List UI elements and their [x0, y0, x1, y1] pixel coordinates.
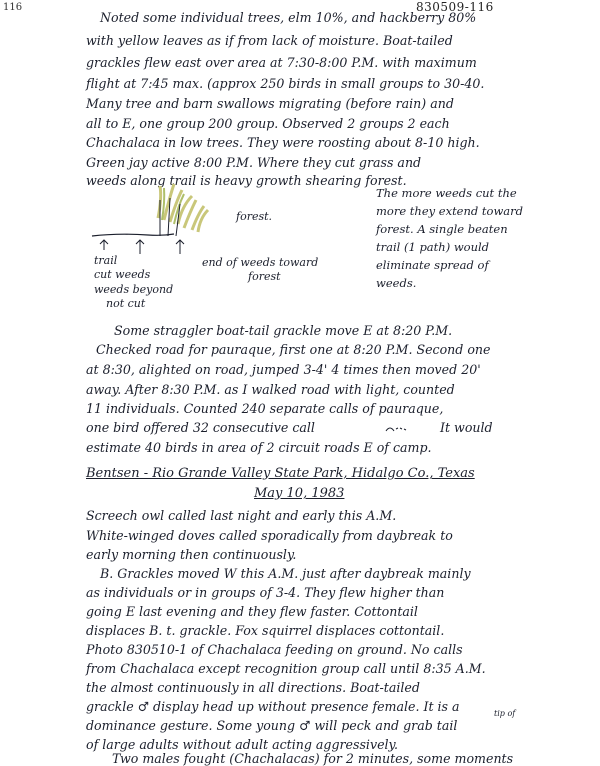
text-line: Many tree and barn swallows migrating (before rain) and — [86, 96, 454, 111]
sketch-label-weeds-beyond: weeds beyond — [94, 283, 174, 296]
text-line: Chachalaca in low trees. They were roosting about 8-10 high. — [86, 135, 480, 150]
sketch-label-trail: trail — [94, 254, 118, 267]
text-line: going E last evening and they flew faster. Cottontail — [86, 604, 418, 619]
tip-of-note: tip of — [494, 709, 516, 718]
side-note-line: eliminate spread of — [376, 258, 489, 272]
text-line: Checked road for pauraque, first one at 8:20 P.M. Second one — [96, 342, 491, 357]
text-line-aside: It would — [440, 420, 493, 435]
text-line: Green jay active 8:00 P.M. Where they cut grass and — [86, 155, 422, 170]
page-margin-number: 116 — [3, 2, 23, 13]
text-line: the almost continuously in all directions. Boat-tailed — [86, 680, 420, 695]
sketch-label-forest: forest. — [236, 210, 273, 223]
text-line: as individuals or in groups of 3-4. They flew higher than — [86, 585, 445, 600]
side-note-line: The more weeds cut the — [376, 186, 517, 200]
document-id: 830509-116 — [416, 0, 494, 14]
sketch-label-not-cut: not cut — [106, 297, 146, 310]
text-line: Screech owl called last night and early this A.M. — [86, 508, 397, 523]
sketch-label-end-weeds: end of weeds toward — [202, 256, 319, 269]
sketch-label-end-weeds-forest: forest — [248, 270, 281, 283]
text-line: early morning then continuously. — [86, 547, 297, 562]
sketch-label-cut-weeds: cut weeds — [94, 268, 151, 281]
text-line: Photo 830510-1 of Chachalaca feeding on ground. No calls — [86, 642, 463, 657]
text-line: one bird offered 32 consecutive call — [86, 420, 315, 435]
call-pattern-squiggle — [384, 423, 412, 433]
side-note-line: more they extend toward — [376, 204, 524, 218]
text-line: from Chachalaca except recognition group call until 8:35 A.M. — [86, 661, 486, 676]
text-line: weeds along trail is heavy growth shearing forest. — [86, 173, 407, 188]
text-line: displaces B. t. grackle. Fox squirrel displaces cottontail. — [86, 623, 445, 638]
text-line: at 8:30, alighted on road, jumped 3-4' 4 times then moved 20' — [86, 362, 481, 377]
text-line: with yellow leaves as if from lack of moisture. Boat-tailed — [86, 33, 453, 48]
side-note-line: forest. A single beaten — [376, 222, 508, 236]
text-line: 11 individuals. Counted 240 separate calls of pauraque, — [86, 401, 444, 416]
text-line: away. After 8:30 P.M. as I walked road with light, counted — [86, 382, 455, 397]
text-line: flight at 7:45 max. (approx 250 birds in small groups to 30-40. — [86, 76, 485, 91]
text-line: grackles flew east over area at 7:30-8:00 P.M. with maximum — [86, 55, 477, 70]
text-line: estimate 40 birds in area of 2 circuit roads E of camp. — [86, 440, 432, 455]
text-line: Noted some individual trees, elm 10%, and hackberry 80% — [100, 10, 477, 25]
text-line: dominance gesture. Some young ♂ will peck and grab tail — [86, 718, 458, 733]
text-line: B. Grackles moved W this A.M. just after daybreak mainly — [100, 566, 471, 581]
section-heading: Bentsen - Rio Grande Valley State Park, Hidalgo Co., Texas — [86, 466, 475, 481]
text-line: grackle ♂ display head up without presence female. It is a — [86, 699, 460, 714]
side-note-line: weeds. — [376, 276, 417, 290]
text-line: Two males fought (Chachalacas) for 2 minutes, some moments — [112, 751, 514, 766]
text-line: White-winged doves called sporadically from daybreak to — [86, 528, 453, 543]
text-line: Some straggler boat-tail grackle move E at 8:20 P.M. — [114, 323, 453, 338]
section-date: May 10, 1983 — [254, 486, 345, 501]
text-line: of large adults without adult acting aggressively. — [86, 737, 398, 752]
side-note-line: trail (1 path) would — [376, 240, 490, 254]
text-line: all to E, one group 200 group. Observed 2 groups 2 each — [86, 116, 450, 131]
